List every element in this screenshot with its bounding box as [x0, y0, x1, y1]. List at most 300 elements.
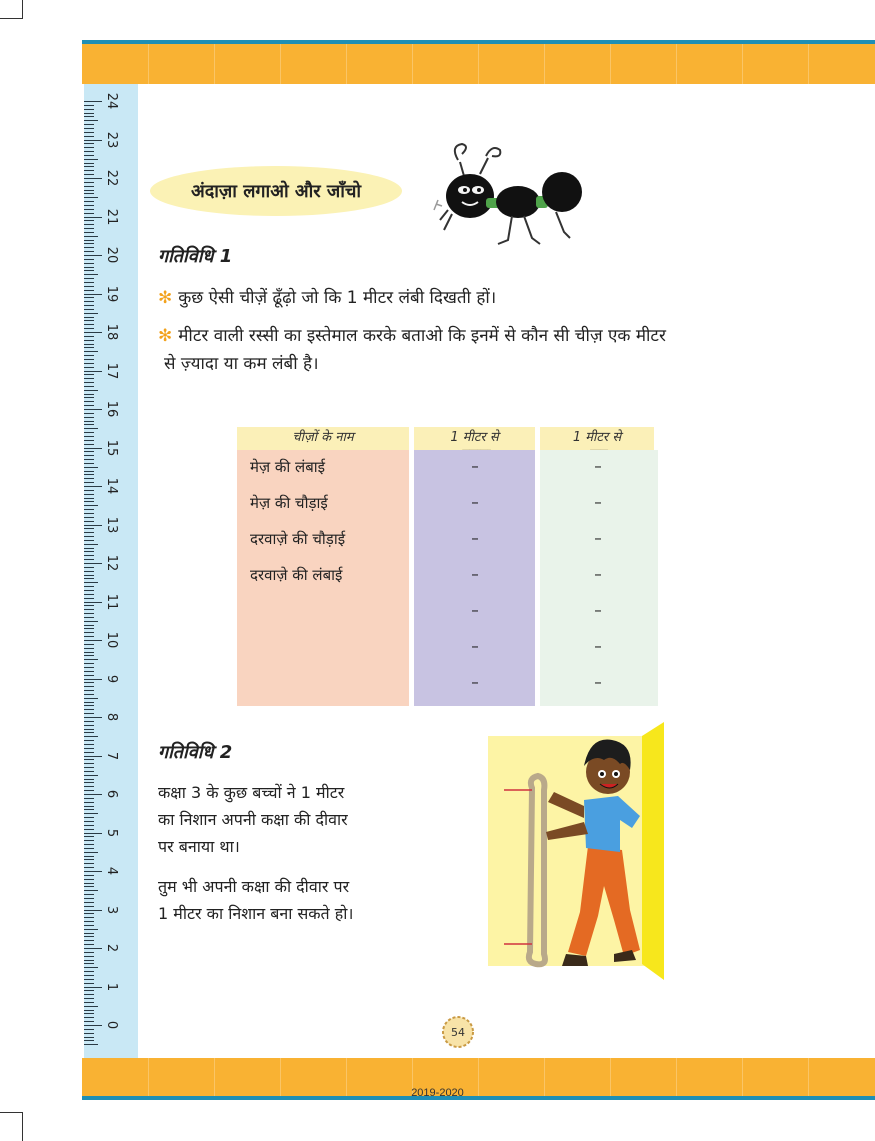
ruler-tick — [84, 521, 94, 522]
ruler-tick — [84, 309, 94, 310]
ruler-tick — [84, 705, 94, 706]
ruler-tick — [84, 987, 102, 988]
ruler-tick — [84, 894, 94, 895]
ruler-tick — [84, 101, 102, 102]
ruler-tick — [84, 436, 94, 437]
ruler-tick — [84, 586, 94, 587]
table-cell-less: – — [594, 457, 602, 475]
ruler-tick — [84, 725, 94, 726]
ruler-number: 20 — [104, 246, 119, 264]
header-text: चीज़ों के नाम — [292, 430, 354, 445]
table-row-label: दरवाज़े की लंबाई — [250, 566, 343, 584]
ruler-tick — [84, 936, 94, 937]
ruler-number: 5 — [104, 828, 119, 837]
ruler-number: 13 — [104, 516, 119, 533]
ruler-tick — [84, 120, 98, 121]
ruler-tick — [84, 332, 102, 333]
ruler-tick — [84, 713, 94, 714]
ruler-tick — [84, 409, 102, 410]
band-tile — [478, 44, 479, 84]
ruler-tick — [84, 478, 94, 479]
ruler-tick — [84, 967, 98, 968]
ruler-tick — [84, 956, 94, 957]
ruler-tick — [84, 205, 94, 206]
ruler-tick — [84, 655, 94, 656]
ruler-tick — [84, 536, 94, 537]
ruler-tick — [84, 975, 94, 976]
ruler-tick — [84, 374, 94, 375]
paragraph-line: 1 मीटर का निशान बना सकते हो। — [158, 904, 354, 923]
activity-2-paragraph-1 — [158, 779, 418, 860]
ruler-tick — [84, 455, 94, 456]
ruler-tick — [84, 960, 94, 961]
ruler-tick — [84, 193, 94, 194]
ruler-tick — [84, 636, 94, 637]
ruler-tick — [84, 1010, 94, 1011]
star-bullet-icon: ✻ — [158, 326, 173, 346]
ruler-tick — [84, 124, 94, 125]
ruler-tick — [84, 667, 94, 668]
ruler-tick — [84, 294, 102, 295]
child-measuring-illustration — [488, 718, 666, 980]
ruler-tick — [84, 448, 102, 449]
ruler-tick — [84, 821, 94, 822]
ruler-tick — [84, 136, 94, 137]
ruler-tick — [84, 559, 94, 560]
ruler-tick — [84, 544, 98, 545]
ruler-tick — [84, 690, 94, 691]
table-cell-less: – — [594, 601, 602, 619]
ruler-number: 10 — [104, 631, 119, 649]
ruler-tick — [84, 921, 94, 922]
ruler-tick — [84, 890, 98, 891]
paragraph-line: कक्षा 3 के कुछ बच्चों ने 1 मीटर — [158, 783, 345, 802]
ruler-tick — [84, 444, 94, 445]
ruler-tick — [84, 270, 94, 271]
ruler-tick — [84, 498, 94, 499]
ruler-tick — [84, 913, 94, 914]
ruler-tick — [84, 1002, 94, 1003]
ruler-tick — [84, 451, 94, 452]
band-tile — [214, 44, 215, 84]
ruler-tick — [84, 174, 94, 175]
ruler-tick — [84, 197, 98, 198]
ruler-tick — [84, 532, 94, 533]
ruler-tick — [84, 170, 94, 171]
ruler-tick — [84, 590, 94, 591]
ruler-tick — [84, 132, 94, 133]
band-tile — [346, 44, 347, 84]
ruler-tick — [84, 605, 94, 606]
bullet-text-line-2: से ज़्यादा या कम लंबी है। — [164, 354, 319, 374]
ruler-tick — [84, 775, 98, 776]
ruler-tick — [84, 702, 94, 703]
ruler-tick — [84, 1006, 98, 1007]
table-cell-more: – — [471, 493, 479, 511]
ruler-number: 16 — [104, 400, 119, 418]
ruler-tick — [84, 752, 94, 753]
ruler-number: 19 — [104, 285, 119, 302]
ruler-tick — [84, 709, 94, 710]
ruler-tick — [84, 143, 94, 144]
ruler-number: 22 — [104, 169, 119, 187]
ruler-tick — [84, 729, 94, 730]
ruler-tick — [84, 344, 94, 345]
ruler-tick — [84, 267, 94, 268]
ruler-tick — [84, 378, 94, 379]
ruler-tick — [84, 424, 94, 425]
ruler-tick — [84, 840, 94, 841]
ruler-tick — [84, 313, 98, 314]
ruler-tick — [84, 944, 94, 945]
ruler-tick — [84, 297, 94, 298]
ruler-tick — [84, 963, 94, 964]
ruler-tick — [84, 859, 94, 860]
ruler-tick — [84, 644, 94, 645]
table-row-label: दरवाज़े की चौड़ाई — [250, 530, 346, 548]
ruler-tick — [84, 147, 94, 148]
ruler-tick — [84, 598, 94, 599]
band-tile — [544, 44, 545, 84]
ruler-tick — [84, 682, 94, 683]
table-cell-more: – — [471, 529, 479, 547]
ruler-number: 0 — [104, 1020, 119, 1030]
table-cell-more: – — [471, 601, 479, 619]
ruler-tick — [84, 790, 94, 791]
ruler-tick — [84, 432, 94, 433]
activity-1-bullet-2 — [158, 322, 666, 378]
ruler-tick — [84, 952, 94, 953]
ruler-tick — [84, 817, 94, 818]
ruler-tick — [84, 548, 94, 549]
ruler-tick — [84, 259, 94, 260]
activity-1-heading: गतिविधि 1 — [158, 246, 233, 267]
ruler-number: 15 — [104, 439, 119, 456]
ruler-tick — [84, 482, 94, 483]
ruler-tick — [84, 501, 94, 502]
ruler-tick — [84, 394, 94, 395]
ruler-tick — [84, 540, 94, 541]
ruler-tick — [84, 694, 94, 695]
ruler-tick — [84, 390, 98, 391]
ruler-tick — [84, 140, 102, 141]
band-tile — [610, 44, 611, 84]
ruler-tick — [84, 363, 94, 364]
ruler-tick — [84, 1013, 94, 1014]
band-tile — [676, 44, 677, 84]
table-row-label: मेज़ की चौड़ाई — [250, 494, 328, 512]
header-text-line-1: 1 मीटर से — [450, 430, 499, 445]
ruler-tick — [84, 282, 94, 283]
ruler-tick — [84, 659, 98, 660]
ruler-tick — [84, 906, 94, 907]
ruler-tick — [84, 983, 94, 984]
ruler-tick — [84, 421, 94, 422]
ruler-tick — [84, 794, 102, 795]
ruler-tick — [84, 371, 102, 372]
table-cell-more: – — [471, 637, 479, 655]
ruler-tick — [84, 163, 94, 164]
star-bullet-icon: ✻ — [158, 288, 173, 308]
ruler-tick — [84, 802, 94, 803]
ruler-tick — [84, 263, 94, 264]
ruler-tick — [84, 971, 94, 972]
table-cell-less: – — [594, 565, 602, 583]
ruler-tick — [84, 525, 102, 526]
title-pill: अंदाज़ा लगाओ और जाँचो — [150, 166, 402, 216]
ruler — [84, 84, 138, 1058]
ruler-tick — [84, 320, 94, 321]
band-tile — [808, 44, 809, 84]
ruler-number: 12 — [104, 554, 119, 572]
ruler-tick — [84, 1040, 94, 1041]
ruler-number: 18 — [104, 323, 119, 341]
ruler-tick — [84, 621, 98, 622]
ruler-tick — [84, 717, 102, 718]
ruler-tick — [84, 428, 98, 429]
ruler-number: 6 — [104, 789, 119, 799]
bullet-text-line-1: मीटर वाली रस्सी का इस्तेमाल करके बताओ कि इनमें से कौन सी चीज़ एक मीटर — [178, 326, 666, 346]
ruler-tick — [84, 336, 94, 337]
ruler-tick — [84, 698, 98, 699]
ruler-tick — [84, 748, 94, 749]
ruler-tick — [84, 648, 94, 649]
crop-mark-top-left — [0, 0, 23, 19]
ruler-tick — [84, 305, 94, 306]
ruler-tick — [84, 856, 94, 857]
ruler-tick — [84, 925, 94, 926]
ruler-tick — [84, 844, 94, 845]
ant-illustration — [428, 140, 588, 260]
ruler-tick — [84, 1017, 94, 1018]
band-tile — [412, 44, 413, 84]
ruler-tick — [84, 278, 94, 279]
ruler-tick — [84, 551, 94, 552]
ruler-tick — [84, 1021, 94, 1022]
ruler-tick — [84, 359, 94, 360]
ruler-tick — [84, 105, 94, 106]
ruler-tick — [84, 836, 94, 837]
ruler-tick — [84, 825, 94, 826]
ruler-tick — [84, 652, 94, 653]
activity-1-bullet-1 — [158, 284, 496, 312]
ruler-number: 4 — [104, 866, 119, 876]
page-number: 54 — [451, 1026, 465, 1039]
ruler-tick — [84, 609, 94, 610]
ruler-tick — [84, 883, 94, 884]
ruler-tick — [84, 186, 94, 187]
ruler-tick — [84, 833, 102, 834]
ruler-tick — [84, 852, 98, 853]
ruler-tick — [84, 317, 94, 318]
ruler-tick — [84, 401, 94, 402]
table-row-label: मेज़ की लंबाई — [250, 458, 326, 476]
ruler-tick — [84, 994, 94, 995]
table-cell-less: – — [594, 493, 602, 511]
ruler-number: 1 — [104, 982, 119, 991]
ruler-tick — [84, 347, 94, 348]
ruler-tick — [84, 1029, 94, 1030]
ruler-tick — [84, 159, 98, 160]
ruler-tick — [84, 328, 94, 329]
ruler-tick — [84, 582, 98, 583]
ruler-tick — [84, 397, 94, 398]
ruler-tick — [84, 490, 94, 491]
ruler-tick — [84, 663, 94, 664]
ruler-tick — [84, 736, 98, 737]
ruler-tick — [84, 756, 102, 757]
ruler-tick — [84, 513, 94, 514]
ruler-tick — [84, 829, 94, 830]
ruler-tick — [84, 613, 94, 614]
ruler-tick — [84, 886, 94, 887]
ruler-tick — [84, 863, 94, 864]
ruler-tick — [84, 578, 94, 579]
ruler-tick — [84, 628, 94, 629]
ruler-tick — [84, 486, 102, 487]
ruler-tick — [84, 228, 94, 229]
ruler-tick — [84, 686, 94, 687]
ruler-tick — [84, 209, 94, 210]
ruler-tick — [84, 809, 94, 810]
ruler-tick — [84, 213, 94, 214]
ruler-tick — [84, 505, 98, 506]
ruler-tick — [84, 290, 94, 291]
ruler-tick — [84, 917, 94, 918]
ruler-number: 8 — [104, 712, 119, 722]
table-cell-less: – — [594, 673, 602, 691]
paragraph-line: का निशान अपनी कक्षा की दीवार — [158, 810, 348, 829]
ruler-tick — [84, 201, 94, 202]
ruler-tick — [84, 1037, 94, 1038]
ruler-tick — [84, 247, 94, 248]
ruler-tick — [84, 166, 94, 167]
ruler-tick — [84, 898, 94, 899]
page-number-badge — [437, 1011, 479, 1049]
ruler-tick — [84, 675, 94, 676]
ruler-tick — [84, 224, 94, 225]
ruler-tick — [84, 459, 94, 460]
ruler-tick — [84, 571, 94, 572]
ruler-number: 11 — [104, 593, 119, 610]
ruler-tick — [84, 902, 94, 903]
ruler-tick — [84, 740, 94, 741]
ruler-tick — [84, 182, 94, 183]
ruler-tick — [84, 467, 98, 468]
ruler-number: 23 — [104, 131, 119, 148]
ruler-tick — [84, 940, 94, 941]
ruler-tick — [84, 474, 94, 475]
ruler-tick — [84, 933, 94, 934]
ruler-tick — [84, 1044, 98, 1045]
ruler-tick — [84, 232, 94, 233]
ruler-tick — [84, 128, 94, 129]
ruler-tick — [84, 948, 102, 949]
band-tile — [148, 44, 149, 84]
ruler-tick — [84, 151, 94, 152]
ruler-number: 9 — [104, 674, 119, 683]
activity-2-heading: गतिविधि 2 — [158, 742, 233, 763]
ruler-tick — [84, 979, 94, 980]
band-tile — [280, 44, 281, 84]
ruler-tick — [84, 679, 102, 680]
ruler-tick — [84, 367, 94, 368]
ruler-tick — [84, 813, 98, 814]
ruler-tick — [84, 732, 94, 733]
ruler-tick — [84, 255, 102, 256]
ruler-tick — [84, 217, 102, 218]
ruler-tick — [84, 413, 94, 414]
ruler-tick — [84, 879, 94, 880]
ruler-tick — [84, 528, 94, 529]
ruler-tick — [84, 236, 98, 237]
table-cell-less: – — [594, 637, 602, 655]
paragraph-line: पर बनाया था। — [158, 837, 240, 856]
crop-mark-bottom-left — [0, 1112, 23, 1141]
ruler-tick — [84, 575, 94, 576]
table-cell-more: – — [471, 565, 479, 583]
ruler-tick — [84, 286, 94, 287]
ruler-tick — [84, 929, 98, 930]
ruler-number: 14 — [104, 477, 119, 495]
ruler-tick — [84, 848, 94, 849]
ruler-number: 21 — [104, 208, 119, 225]
ruler-tick — [84, 509, 94, 510]
ruler-tick — [84, 771, 94, 772]
ruler-tick — [84, 563, 102, 564]
ruler-tick — [84, 721, 94, 722]
table-cell-more: – — [471, 673, 479, 691]
ruler-tick — [84, 386, 94, 387]
ruler-tick — [84, 155, 94, 156]
ruler-tick — [84, 998, 94, 999]
ruler-tick — [84, 251, 94, 252]
ruler-tick — [84, 190, 94, 191]
band-tile — [742, 44, 743, 84]
table-cell-more: – — [471, 457, 479, 475]
ruler-tick — [84, 240, 94, 241]
paragraph-line: तुम भी अपनी कक्षा की दीवार पर — [158, 877, 350, 896]
ruler-tick — [84, 806, 94, 807]
ruler-tick — [84, 382, 94, 383]
ruler-number: 17 — [104, 362, 119, 379]
header-band — [82, 40, 875, 84]
ruler-tick — [84, 625, 94, 626]
ruler-number: 2 — [104, 943, 119, 953]
ruler-tick — [84, 671, 94, 672]
ruler-tick — [84, 990, 94, 991]
ruler-tick — [84, 324, 94, 325]
ruler-tick — [84, 555, 94, 556]
ruler-tick — [84, 340, 94, 341]
ruler-tick — [84, 871, 102, 872]
ruler-tick — [84, 440, 94, 441]
ruler-tick — [84, 617, 94, 618]
ruler-tick — [84, 355, 94, 356]
ruler-tick — [84, 351, 98, 352]
ruler-tick — [84, 767, 94, 768]
ruler-number: 24 — [104, 92, 119, 110]
bullet-text: कुछ ऐसी चीज़ें ढूँढ़ो जो कि 1 मीटर लंबी दिखती हों। — [178, 288, 497, 308]
ruler-tick — [84, 517, 94, 518]
ruler-tick — [84, 494, 94, 495]
ruler-tick — [84, 759, 94, 760]
header-text-line-1: 1 मीटर से — [572, 430, 622, 445]
ruler-tick — [84, 274, 98, 275]
ruler-tick — [84, 220, 94, 221]
ruler-tick — [84, 594, 94, 595]
footer-year: 2019-2020 — [411, 1087, 464, 1099]
